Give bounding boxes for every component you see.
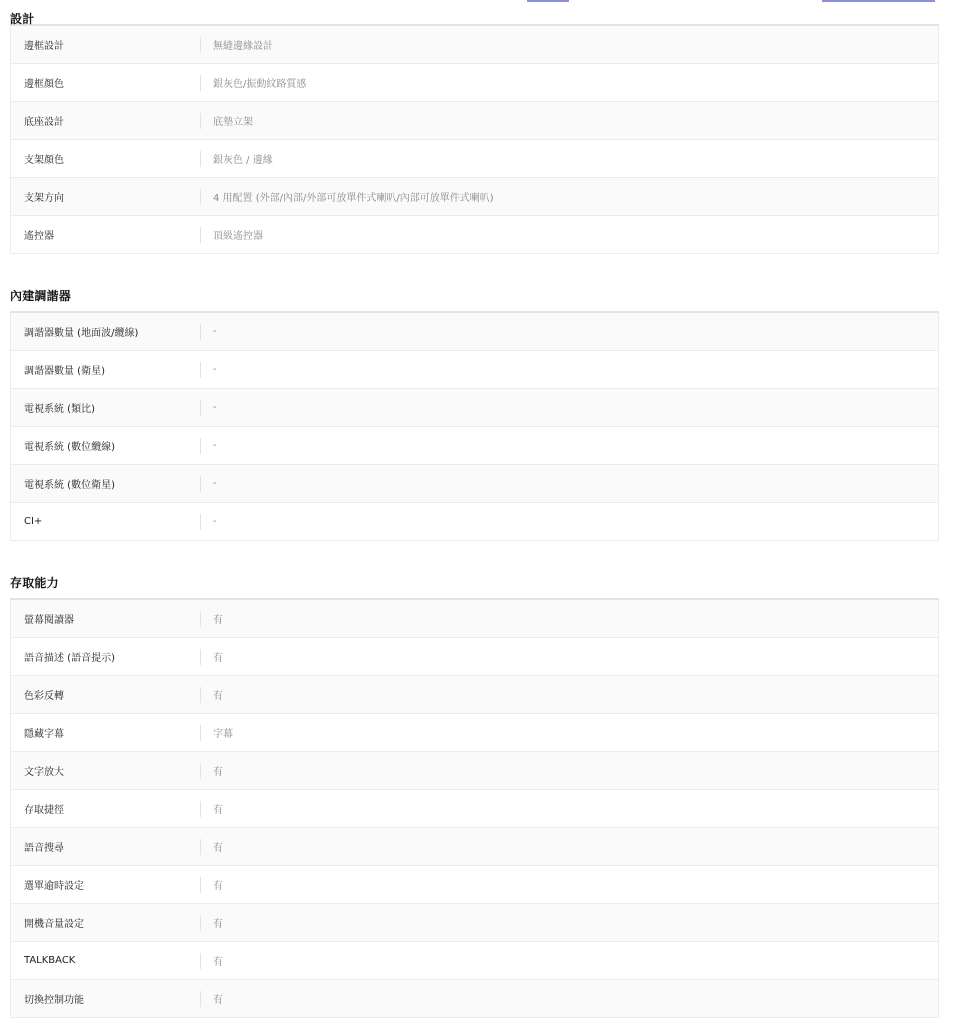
spec-value: 有 [213,957,223,968]
spec-label: TALKBACK [24,955,76,966]
spec-label: 邊框設計 [24,41,64,52]
spec-label: 色彩反轉 [24,691,64,702]
spec-label: 調諧器數量 (地面波/纜線) [24,328,139,339]
spec-label: 支架顏色 [24,155,64,166]
spec-table [10,26,939,254]
spec-value: - [213,364,217,375]
spec-row [11,676,938,714]
spec-value: 字幕 [213,729,233,740]
spec-value: 有 [213,995,223,1006]
spec-row [11,503,938,541]
spec-sheet [10,0,939,1018]
spec-row [11,102,938,140]
spec-value: 4 用配置 (外部/內部/外部可放單件式喇叭/內部可放單件式喇叭) [213,193,494,204]
spec-label: 語音搜尋 [24,843,64,854]
spec-row [11,465,938,503]
spec-row [11,351,938,389]
spec-value: 有 [213,767,223,778]
spec-row [11,980,938,1018]
spec-label: 電視系統 (數位纜線) [24,442,115,453]
spec-label: 邊框顏色 [24,79,64,90]
spec-row [11,752,938,790]
spec-row [11,828,938,866]
spec-value: 有 [213,843,223,854]
spec-section-accessibility [10,576,939,1018]
spec-value: 有 [213,919,223,930]
section-title: 內建調諧器 [10,289,72,303]
spec-row [11,313,938,351]
spec-label: 調諧器數量 (衛星) [24,366,105,377]
spec-value: 底墊立架 [213,117,253,128]
spec-table [10,600,939,1018]
spec-section-tuner [10,289,939,541]
spec-value: 有 [213,881,223,892]
spec-table [10,313,939,541]
spec-label: 螢幕閱讀器 [24,615,74,626]
spec-row [11,26,938,64]
spec-label: 語音描述 (語音提示) [24,653,115,664]
spec-row [11,866,938,904]
spec-row [11,638,938,676]
spec-value: - [213,402,217,413]
spec-row [11,64,938,102]
spec-label: 開機音量設定 [24,919,84,930]
spec-row [11,178,938,216]
spec-row [11,427,938,465]
spec-row [11,942,938,980]
spec-value: 有 [213,653,223,664]
spec-value: 有 [213,805,223,816]
spec-label: CI+ [24,516,43,527]
section-gap [10,541,939,576]
spec-label: 電視系統 (數位衛星) [24,480,115,491]
spec-label: 電視系統 (類比) [24,404,95,415]
spec-value: 無縫邊緣設計 [213,41,273,52]
spec-label: 文字放大 [24,767,64,778]
spec-value: - [213,440,217,451]
spec-value: 頂級遙控器 [213,231,263,242]
spec-value: - [213,326,217,337]
spec-row [11,600,938,638]
spec-row [11,140,938,178]
spec-section-design [10,0,939,254]
section-title: 設計 [10,12,35,26]
spec-row [11,904,938,942]
spec-label: 支架方向 [24,193,64,204]
spec-label: 存取捷徑 [24,805,64,816]
spec-value: - [213,516,217,527]
spec-value: 有 [213,691,223,702]
section-title: 存取能力 [10,576,59,590]
spec-row [11,389,938,427]
spec-value: 銀灰色 / 邊緣 [213,155,273,166]
spec-label: 遙控器 [24,231,54,242]
spec-row [11,790,938,828]
spec-label: 底座設計 [24,117,64,128]
spec-label: 切換控制功能 [24,995,84,1006]
section-gap [10,254,939,289]
spec-row [11,216,938,254]
spec-row [11,714,938,752]
spec-label: 選單逾時設定 [24,881,84,892]
spec-label: 隱藏字幕 [24,729,64,740]
spec-value: 銀灰色/振動紋路質感 [213,79,307,90]
spec-value: - [213,478,217,489]
spec-value: 有 [213,615,223,626]
